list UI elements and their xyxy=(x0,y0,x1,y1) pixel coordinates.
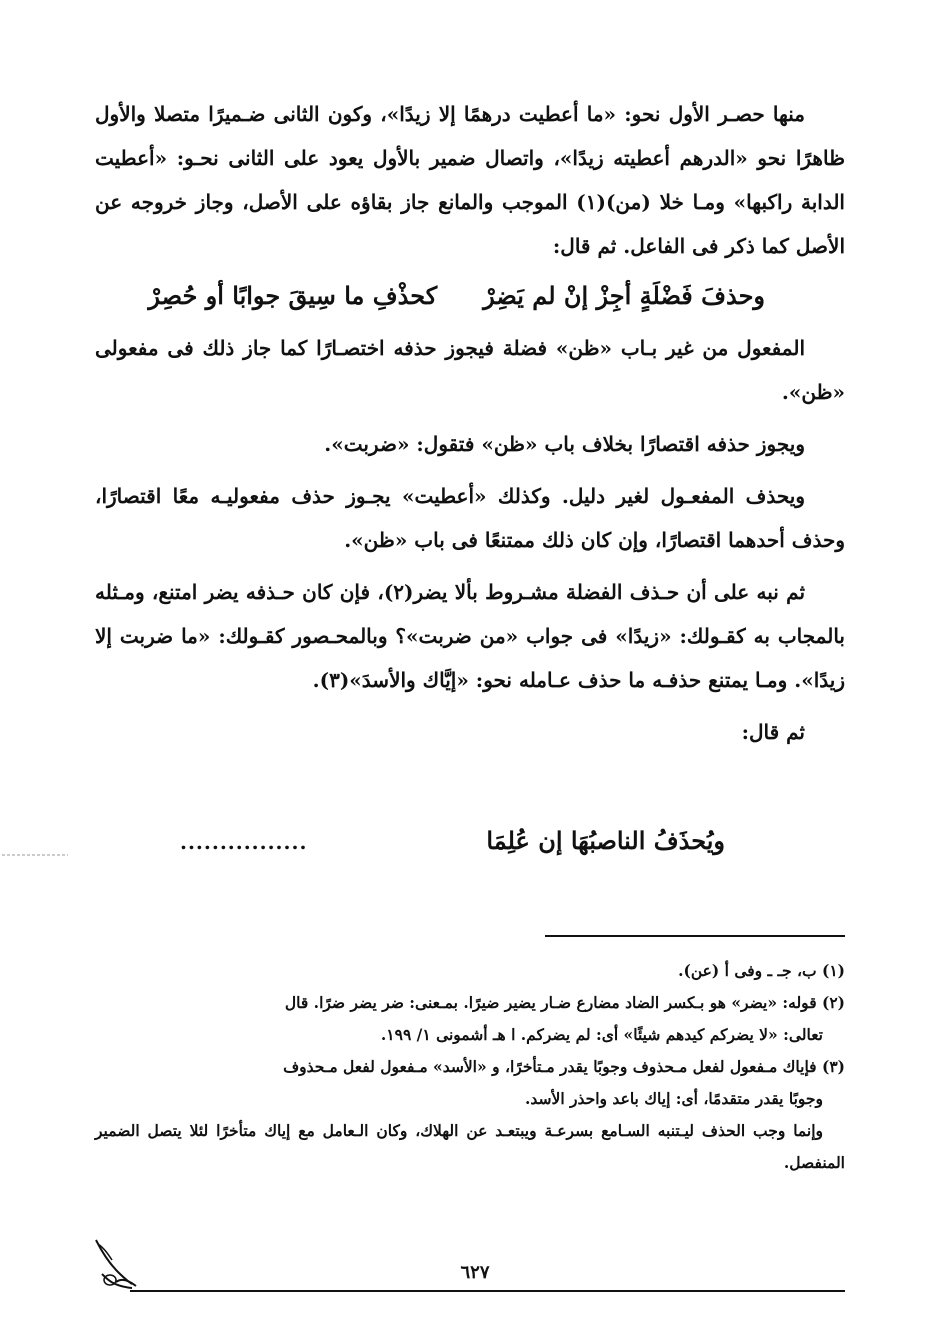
paragraph-4: ويحذف المفعـول لغير دليل. وكذلك «أعطيت» يجـوز حذف مفعوليـه معًا اقتصارًا، وحذف أحدهما اقتصارًا، وإن كان ذلك ممتنعًا فى باب «ظن». xyxy=(95,484,845,552)
paragraph-6: ثم قال: xyxy=(741,720,805,744)
footnotes xyxy=(95,955,845,1179)
paragraph-2: المفعول من غير بـاب «ظن» فضلة فيجوز حذفه اختصـارًا كما جاز ذلك فى مفعولى «ظن». xyxy=(95,336,845,404)
verse-2-hemistich-1: ويُحذَفُ الناصبُهَا إن عُلِمَا xyxy=(486,826,725,855)
paragraph-3: ويجوز حذفه اقتصارًا بخلاف باب «ظن» فتقول: «ضربت». xyxy=(324,432,805,456)
footnote-3-continuation: وجوبًا يقدر متقدمًا، أى: إياك باعد واحذر الأسد. xyxy=(524,1089,823,1108)
verse-1-hemistich-1: وحذفَ فَضْلَةٍ أجِزْ إنْ لم يَضِرْ xyxy=(483,281,765,310)
page-number: ٦٢٧ xyxy=(460,1262,490,1283)
verse-1-hemistich-2: كحذْفِ ما سِيقَ جوابًا أو حُصِرْ xyxy=(148,281,438,310)
paragraph-5: ثم نبه على أن حـذف الفضلة مشـروط بألا يضر(٢)، فإن كان حـذفه يضر امتنع، ومـثله بالمجاب به كقـولك: «زيدًا» فى جواب «من ضربت»؟ وبالمحـصور كقـولك: «ما ضربت إلا زيدًا». ومـا يمتنع حذفـه ما حذف عـامله نحو: «إيَّاك والأسدَ»(٣). xyxy=(95,580,845,692)
verse-2 xyxy=(180,826,725,855)
footnote-3: (٣) فإياك مـفعول لفعل مـحذوف وجوبًا يقدر مـتأخرًا، و «الأسد» مـفعول لفعل مـحذوف xyxy=(283,1057,845,1076)
quill-ornament-icon xyxy=(92,1238,138,1290)
footnote-3-note: وإنما وجب الحذف ليـتنبه السـامع بسرعـة ويبتعـد عن الهلاك، وكان الـعامل مع إياك متأخرًا لئلا يتصل الضمير المنفصل. xyxy=(95,1121,845,1172)
footnote-2: (٢) قوله: «يضر» هو بـكسر الضاد مضارع ضـار يضير ضيرًا. بمـعنى: ضر يضر ضرًا. قال xyxy=(284,993,845,1012)
bottom-rule xyxy=(130,1290,845,1292)
footnote-2-continuation: تعالى: «لا يضركم كيدهم شيئًا» أى: لم يضركم. ا هـ أشمونى ١/ ١٩٩. xyxy=(380,1025,823,1044)
main-text xyxy=(95,92,845,754)
margin-mark-icon xyxy=(0,852,70,858)
footnote-1: (١) ب، جـ ـ وفى أ (عن). xyxy=(678,961,845,980)
verse-1 xyxy=(95,270,845,322)
footnote-separator xyxy=(545,935,845,937)
paragraph-1: منها حصـر الأول نحو: «ما أعطيت درهمًا إلا زيدًا»، وكون الثانى ضـميرًا متصلا والأول ظاهرًا نحو «الدرهم أعطيته زيدًا»، واتصال ضمير بالأول يعود على الثانى نحـو: «أعطيت الدابة راكبها» ومـا خلا (من)(١) الموجب والمانع جاز بقاؤه على الأصل، وجاز خروجه عن الأصل كما ذكر فى الفاعل. ثم قال: xyxy=(95,102,845,258)
verse-2-dots: ................ xyxy=(180,830,308,854)
